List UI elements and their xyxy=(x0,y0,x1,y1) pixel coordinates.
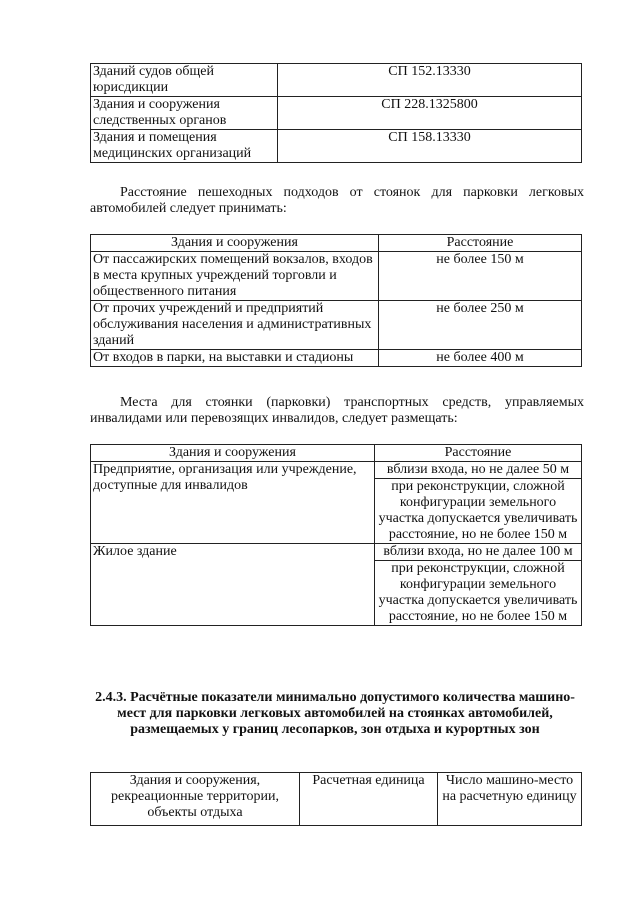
building-cell: От пассажирских помещений вокзалов, входов в места крупных учреждений торговли и общественного питания xyxy=(91,252,379,301)
distance-cell: вблизи входа, но не далее 50 м xyxy=(375,462,582,479)
table-header-row xyxy=(91,445,582,462)
reconstruction-cell: при реконструкции, сложной конфигурации земельного участка допускается увеличивать расстояние, но не более 150 м xyxy=(375,479,582,544)
table-row xyxy=(91,130,582,163)
table-row xyxy=(91,462,582,479)
reconstruction-cell: при реконструкции, сложной конфигурации земельного участка допускается увеличивать расстояние, но не более 150 м xyxy=(375,561,582,626)
distance-cell: вблизи входа, но не далее 100 м xyxy=(375,544,582,561)
distance-cell: не более 150 м xyxy=(379,252,582,301)
building-cell: Зданий судов общей юрисдикции xyxy=(91,64,278,97)
table-row xyxy=(91,97,582,130)
section-heading: 2.4.3. Расчётные показатели минимально допустимого количества машино-мест для парковки легковых автомобилей на стоянках автомобилей, размещаемых у границ лесопарков, зон отдыха и курортных зон xyxy=(95,690,575,737)
header-unit: Расчетная единица xyxy=(300,773,438,826)
norm-cell: СП 158.13330 xyxy=(278,130,582,163)
walking-distance-table xyxy=(90,234,582,367)
parking-spaces-table xyxy=(90,772,582,826)
header-buildings: Здания и сооружения xyxy=(91,445,375,462)
building-cell: Предприятие, организация или учреждение, доступные для инвалидов xyxy=(91,462,375,544)
table-row xyxy=(91,350,582,367)
distance-cell: не более 400 м xyxy=(379,350,582,367)
header-distance: Расстояние xyxy=(379,235,582,252)
building-cell: Здания и сооружения следственных органов xyxy=(91,97,278,130)
header-spaces: Число машино-место на расчетную единицу xyxy=(438,773,582,826)
table-row xyxy=(91,64,582,97)
paragraph-walking-distance: Расстояние пешеходных подходов от стоянок для парковки легковых автомобилей следует принимать: xyxy=(90,185,584,216)
building-cell: От входов в парки, на выставки и стадионы xyxy=(91,350,379,367)
header-buildings: Здания и сооружения, рекреационные территории, объекты отдыха xyxy=(91,773,300,826)
header-buildings: Здания и сооружения xyxy=(91,235,379,252)
paragraph-disabled-parking: Места для стоянки (парковки) транспортных средств, управляемых инвалидами или перевозящих инвалидов, следует размещать: xyxy=(90,395,584,426)
table-row xyxy=(91,252,582,301)
table-row xyxy=(91,544,582,561)
table-header-row xyxy=(91,235,582,252)
header-distance: Расстояние xyxy=(375,445,582,462)
norm-cell: СП 228.1325800 xyxy=(278,97,582,130)
table-header-row xyxy=(91,773,582,826)
disabled-parking-table xyxy=(90,444,582,626)
building-cell: От прочих учреждений и предприятий обслуживания населения и административных зданий xyxy=(91,301,379,350)
distance-cell: не более 250 м xyxy=(379,301,582,350)
norms-table xyxy=(90,63,582,163)
building-cell: Здания и помещения медицинских организаций xyxy=(91,130,278,163)
norm-cell: СП 152.13330 xyxy=(278,64,582,97)
table-row xyxy=(91,301,582,350)
building-cell: Жилое здание xyxy=(91,544,375,626)
